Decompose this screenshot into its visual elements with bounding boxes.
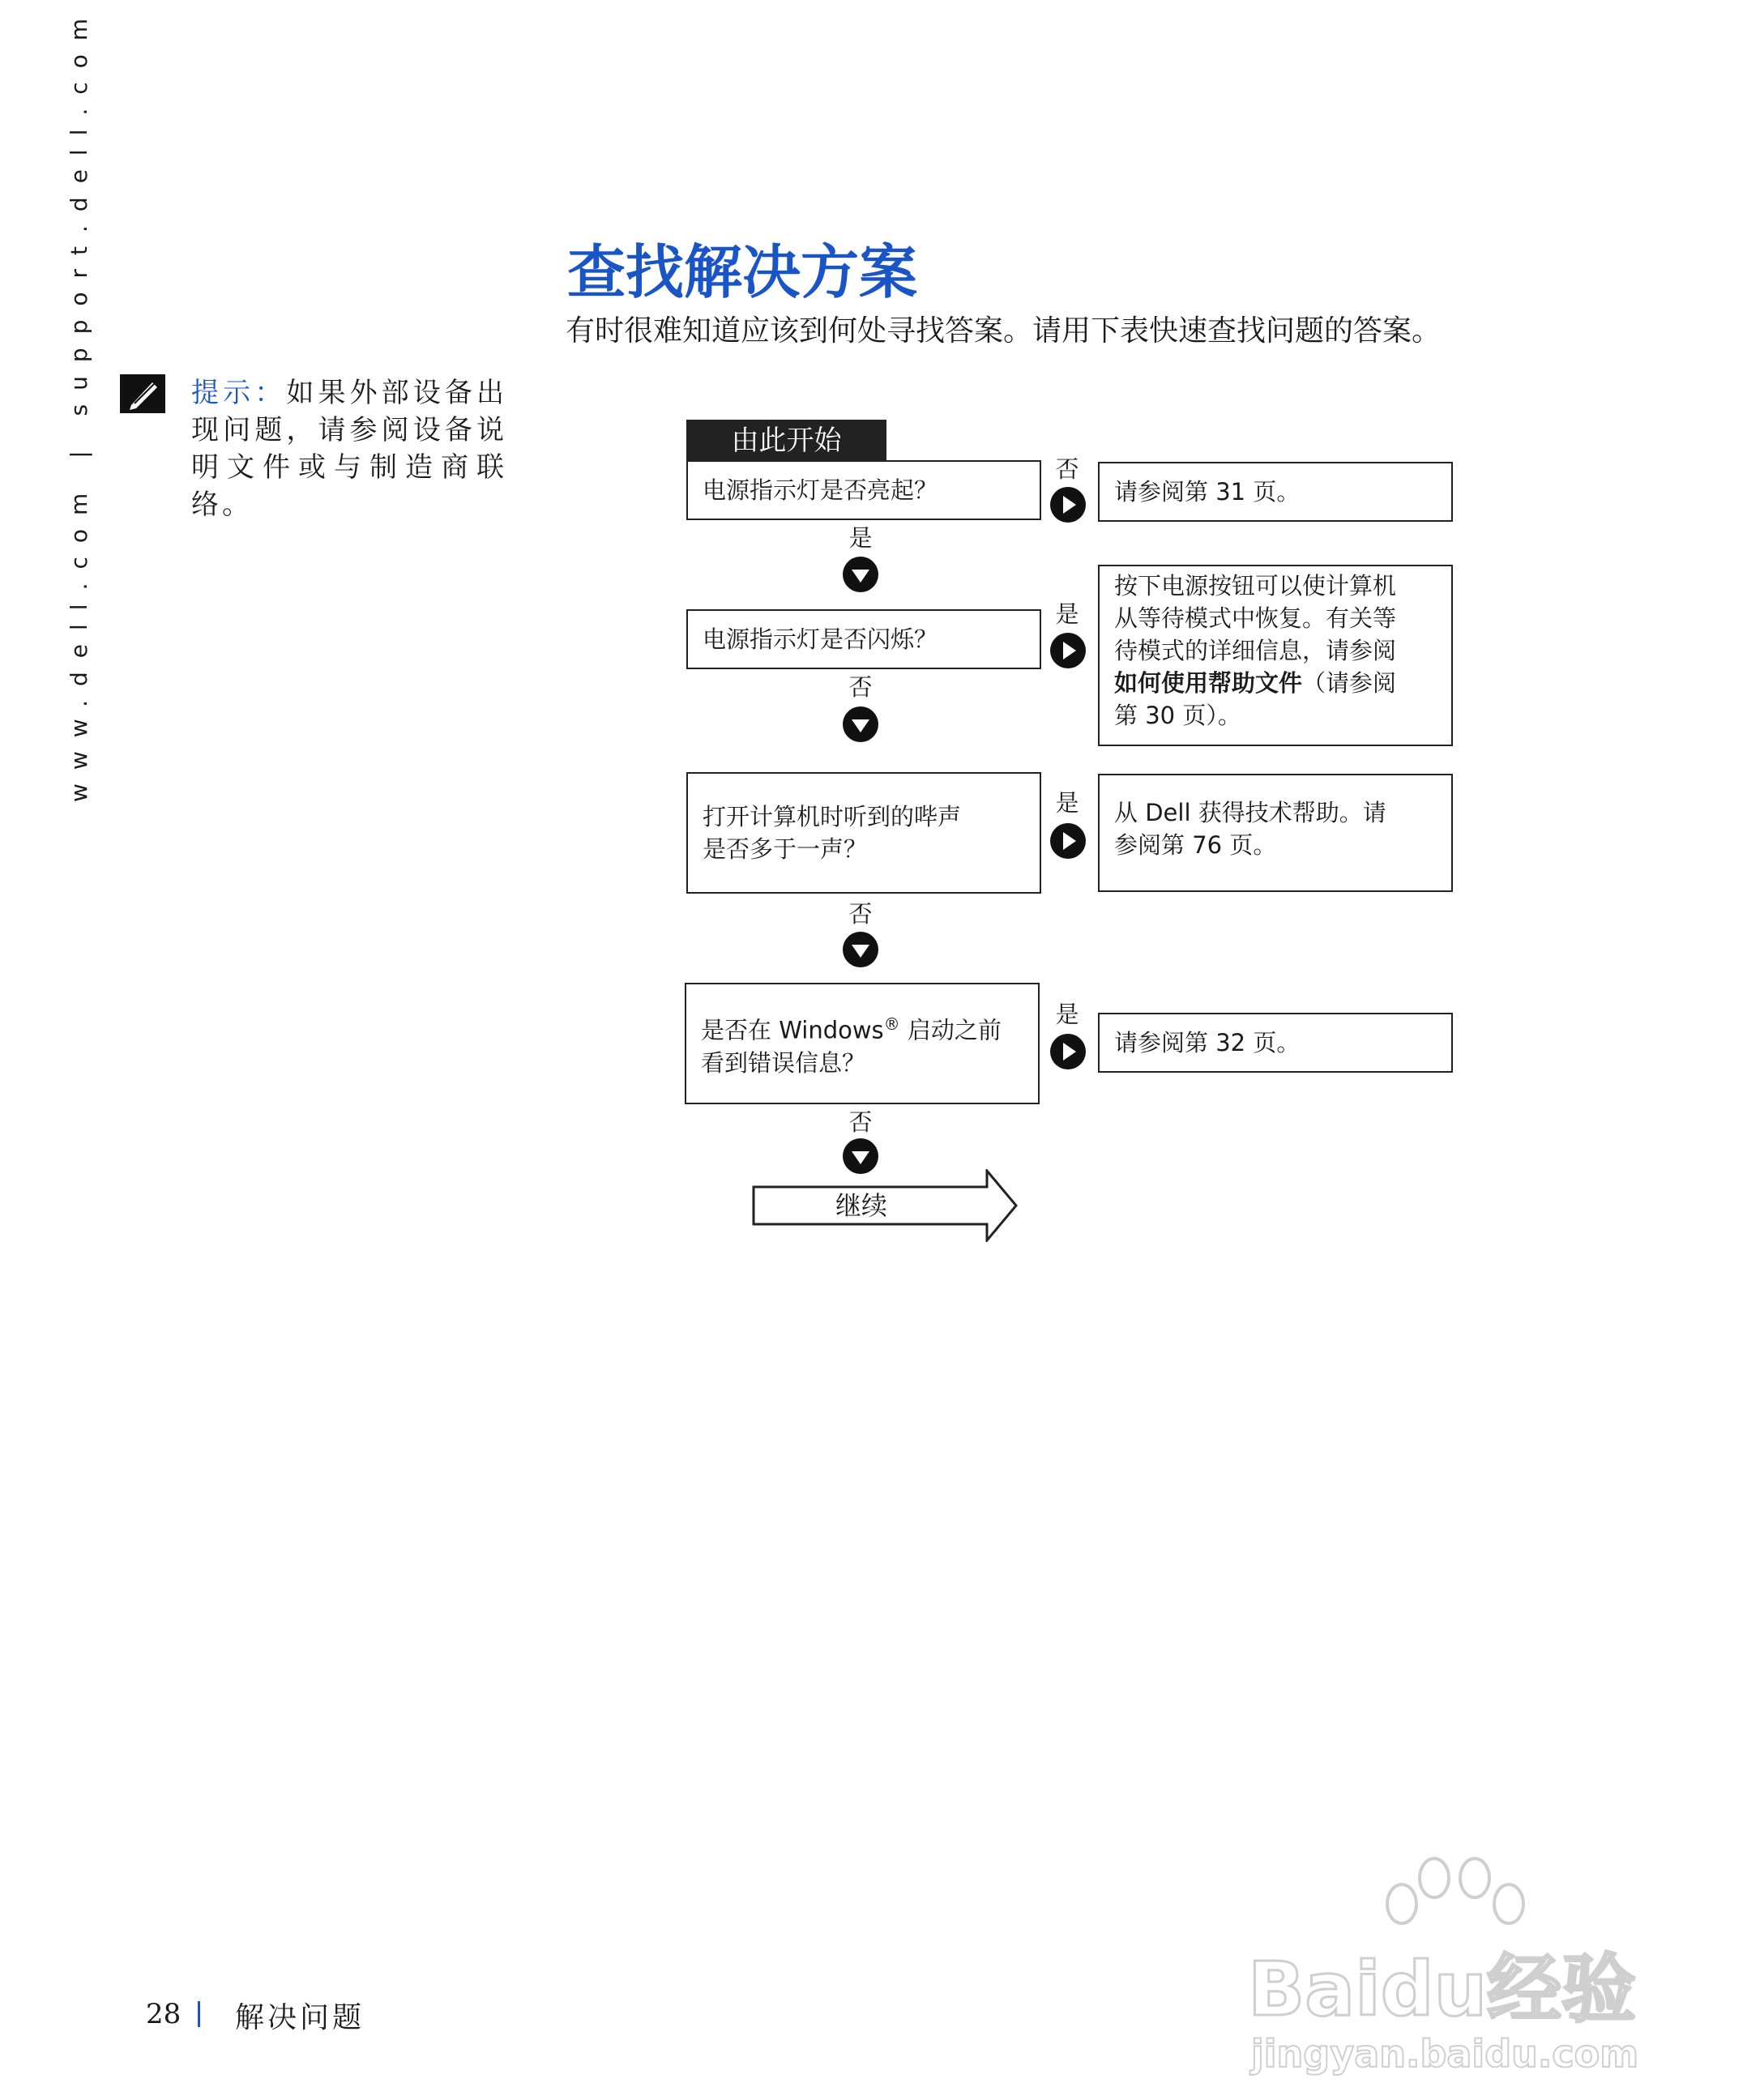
question-power-light-blinking (686, 609, 1041, 669)
arrow-right-icon (1050, 633, 1086, 668)
help-file-link[interactable]: 如何使用帮助文件 (1114, 669, 1303, 697)
question-power-light-on (686, 460, 1041, 520)
no-label: 否 (1055, 455, 1079, 483)
no-label: 否 (848, 673, 873, 701)
result-text: 请参阅第 32 页。 (1114, 1029, 1301, 1056)
baidu-logo: Baidu经验 (1248, 1946, 1637, 2033)
result-see-page-32 (1098, 1013, 1453, 1073)
result-see-page-31 (1098, 462, 1453, 522)
yes-label: 是 (1055, 600, 1079, 628)
continue-label: 继续 (835, 1190, 887, 1221)
question-text: 电源指示灯是否亮起？ (703, 476, 938, 504)
question-text: 电源指示灯是否闪烁？ (703, 625, 938, 653)
page-number: 28 (146, 1998, 182, 2030)
result-dell-tech-help (1098, 774, 1453, 892)
pencil-note-icon (120, 374, 165, 413)
note-body: 如果外部设备出现问题，请参阅设备说明文件或与制造商联络。 (191, 377, 508, 521)
result-line: 参阅第 76 页。 (1114, 831, 1277, 859)
result-standby-mode (1098, 565, 1453, 746)
question-line: 启动之前 (907, 1016, 1002, 1044)
no-label: 否 (848, 1108, 873, 1136)
note-text (191, 374, 507, 523)
start-tab: 由此开始 (686, 420, 886, 462)
question-line: 是否在 Windows (701, 1016, 884, 1044)
yes-label: 是 (1055, 1001, 1079, 1028)
result-line: 第 30 页）。 (1114, 702, 1241, 729)
question-line: 看到错误信息？ (701, 1048, 866, 1077)
baidu-url: jingyan.baidu.com (1251, 2032, 1639, 2076)
result-line: 待模式的详细信息，请参阅 (1114, 637, 1397, 664)
side-url: www.dell.com | support.dell.com (66, 4, 92, 802)
result-line: （请参阅 (1302, 669, 1397, 697)
note-label: 提示： (191, 377, 287, 409)
baidu-watermark (1248, 1855, 1669, 2082)
arrow-down-icon (843, 706, 878, 742)
section-name: 解决问题 (235, 2001, 365, 2034)
question-beeps (686, 772, 1041, 894)
no-label: 否 (848, 900, 873, 928)
arrow-down-icon (843, 557, 878, 592)
arrow-right-icon (1050, 823, 1086, 859)
page-title: 查找解决方案 (567, 238, 918, 306)
yes-label: 是 (848, 524, 873, 552)
intro-text: 有时很难知道应该到何处寻找答案。请用下表快速查找问题的答案。 (566, 314, 1442, 348)
result-line: 按下电源按钮可以使计算机 (1114, 572, 1397, 600)
registered-mark: ® (883, 1014, 900, 1035)
arrow-right-icon (1050, 1034, 1086, 1069)
question-windows-error (685, 983, 1040, 1104)
result-text: 请参阅第 31 页。 (1114, 478, 1301, 506)
question-line: 是否多于一声？ (703, 835, 868, 863)
arrow-down-icon (843, 932, 878, 967)
result-line: 从 Dell 获得技术帮助。请 (1114, 799, 1386, 826)
arrow-right-icon (1050, 487, 1086, 523)
yes-label: 是 (1055, 789, 1079, 817)
result-line: 从等待模式中恢复。有关等 (1114, 604, 1397, 632)
question-line: 打开计算机时听到的哔声 (703, 803, 962, 830)
footer-divider (198, 2001, 200, 2027)
continue-arrow (752, 1169, 1019, 1242)
